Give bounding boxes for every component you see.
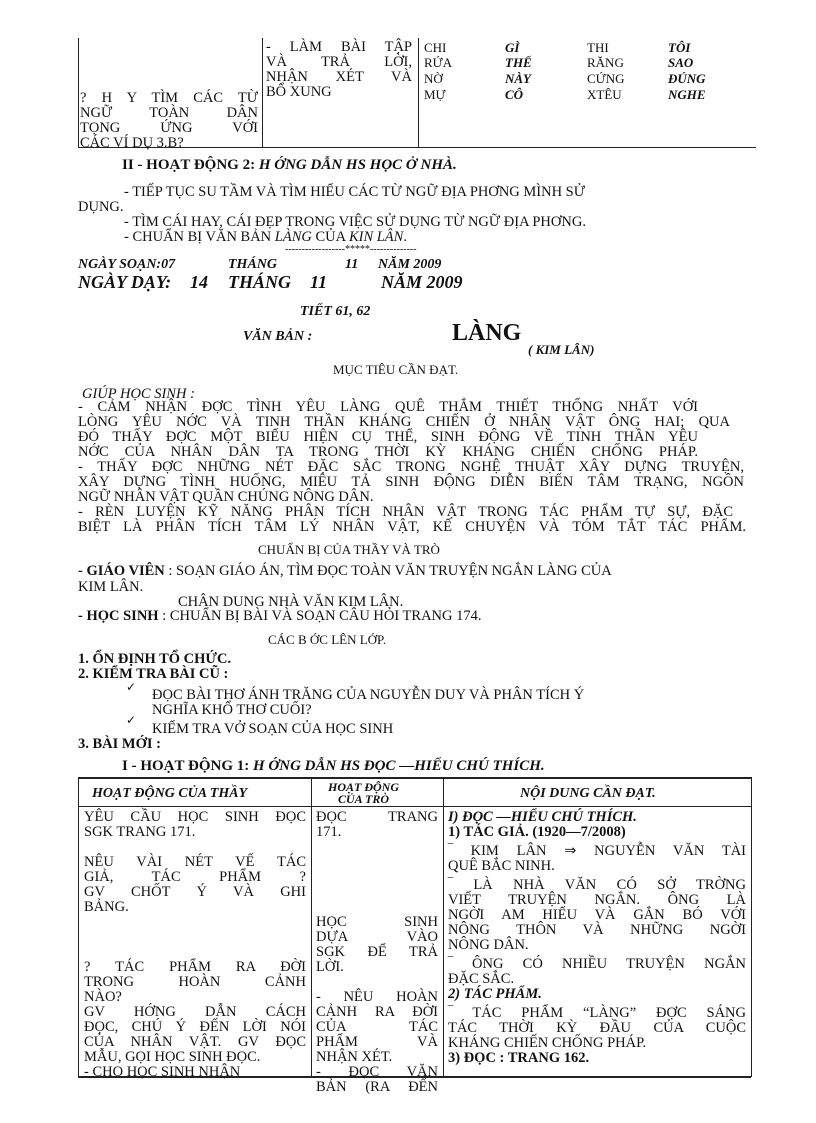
word: NGHE: [668, 87, 706, 102]
text: 14: [190, 272, 208, 292]
column-header: HOẠT ĐỘNG: [328, 780, 399, 794]
cell-line: [84, 915, 306, 930]
text: - CHUẨN BỊ VĂN BẢN: [124, 229, 272, 245]
word: TÔI: [668, 40, 691, 55]
cell-line: NÊU VÀI NÉT VẾ TÁC: [84, 854, 306, 870]
cell-line: ĐỌC TRANG: [316, 809, 438, 825]
text-line: BIỆT LÀ PHÂN TÍCH TÂM LÝ NHÂN VẬT, KỂ CHUYỆN VÀ TÓM TẮT TÁC PHẨM.: [78, 519, 746, 535]
table-border: [78, 777, 79, 1077]
objectives-list: [78, 400, 746, 535]
cell-line: 3) ĐỌC : TRANG 162.: [448, 1050, 590, 1066]
word: RỨA: [424, 55, 453, 70]
cell-line: [316, 900, 438, 915]
cell-line: NHẬN XÉT VÀ: [266, 69, 412, 85]
word: GÌ: [505, 40, 520, 55]
objectives-heading: MỤC TIÊU CẦN ĐẠT.: [333, 362, 459, 377]
van-ban-label: VĂN BẢN :: [243, 329, 313, 344]
word: NỜ: [424, 71, 443, 86]
cell-line: NÀO?: [84, 989, 122, 1005]
word: THẾ: [505, 55, 532, 70]
student-prep: [78, 609, 482, 624]
cell-line: SGK TRANG 171.: [84, 824, 196, 840]
top-table-cell-question: [80, 90, 258, 151]
cell-line: TÁC THỜI KỲ ĐẦU CỦA CUỘC: [448, 1020, 746, 1036]
cell-line: [316, 840, 438, 855]
text-line: - THẤY ĐỢC NHỮNG NÉT ĐẶC SẮC TRONG NGHỆ THUẬT XÂY DỰNG TRUYỆN,: [78, 459, 744, 475]
cell-line: PHẨM VÀ: [316, 1034, 438, 1050]
text: NĂM 2009: [381, 272, 463, 292]
text-line: - CHUẨN BỊ VĂN BẢN LÀNG CỦA KIN LÂN.: [124, 229, 407, 245]
cell-line: GIẢ, TÁC PHẨM ?: [84, 869, 306, 885]
activity2-heading: [122, 158, 457, 173]
cell-line: [84, 840, 306, 855]
cell-line: CÁC VÍ DỤ 3.B?: [80, 135, 184, 151]
cell-line: ? TÁC PHẨM RA ĐỜI: [84, 959, 306, 975]
student-column: [316, 809, 438, 1095]
word: XTÊU: [587, 87, 622, 102]
text: THÁNG: [228, 257, 277, 272]
text-line: LÒNG YÊU NỚC VÀ TINH THẦN KHÁNG CHIẾN Ở NHÂN VẬT ÔNG HAI; QUA: [78, 414, 730, 430]
cell-line: YÊU CẦU HỌC SINH ĐỌC: [84, 809, 306, 825]
word-grid: [424, 40, 754, 104]
cell-line: MẪU, GỌI HỌC SINH ĐỌC.: [84, 1049, 261, 1065]
cell-line: - ĐỌC VĂN: [316, 1064, 438, 1080]
check-icon: ✓: [126, 680, 137, 694]
top-table-cell-student: [266, 40, 412, 100]
work-title: LÀNG: [274, 229, 312, 245]
text-line: ĐỌC BÀI THƠ ÁNH TRĂNG CỦA NGUYỄN DUY VÀ PHÂN TÍCH Ý: [152, 687, 585, 703]
teacher-prep: [78, 564, 612, 579]
table-border: [78, 777, 751, 779]
step-1: 1. ỔN ĐỊNH TỔ CHỨC.: [78, 651, 232, 667]
text-line: NGHĨA KHỔ THƠ CUỐI?: [152, 702, 312, 718]
cell-line: [84, 945, 306, 960]
cell-line: - LÀM BÀI TẬP: [266, 39, 412, 55]
table-border: [751, 777, 752, 1077]
cell-line: CẢNH RA ĐỜI: [316, 1004, 438, 1020]
cell-line: VÀ TRẢ LỜI,: [266, 54, 412, 70]
text: 11: [345, 257, 359, 272]
table-border: [78, 38, 79, 148]
column-header: NỘI DUNG CẦN ĐẠT.: [520, 786, 656, 801]
word: NÀY: [505, 71, 531, 86]
text: NĂM 2009: [378, 257, 442, 272]
cell-line: NGỮ TOÀN DÂN: [80, 105, 258, 121]
label: - GIÁO VIÊN: [78, 563, 165, 579]
teacher-column: [84, 809, 306, 1080]
table-border: [418, 38, 419, 148]
text-line: - RÈN LUYỆN KỸ NĂNG PHÂN TÍCH NHÂN VẬT TRONG TÁC PHẨM TỰ SỰ, ĐẶC: [78, 504, 733, 520]
cell-line: QUÊ BẮC NINH.: [448, 858, 555, 874]
word: CHI: [424, 40, 447, 55]
cell-line: NÔNG THÔN VÀ NHỮNG NGỜI: [448, 922, 746, 938]
author: ( KIM LÂN): [528, 342, 595, 357]
cell-line: SGK ĐỂ TRẢ: [316, 944, 438, 960]
cell-line: ‾ TÁC PHẨM “LÀNG” ĐỢC SÁNG: [448, 1005, 746, 1021]
cell-line: ‾ KIM LÂN ⇒ NGUYỄN VĂN TÀI: [448, 843, 746, 859]
column-header: CỦA TRÒ: [338, 792, 390, 806]
heading-italic: H ỚNG DẪN HS HỌC Ở NHÀ.: [258, 157, 457, 173]
step-3: 3. BÀI MỚI :: [78, 736, 161, 752]
cell-line: HỌC SINH: [316, 914, 438, 930]
cell-line: KHÁNG CHIẾN CHỐNG PHÁP.: [448, 1035, 647, 1051]
date-soan: [78, 257, 442, 272]
cell-line: GV HỚNG DẪN CÁCH: [84, 1004, 306, 1020]
cell-line: [316, 855, 438, 870]
cell-line: ‾ LÀ NHÀ VĂN CÓ SỞ TRỜNG: [448, 877, 746, 893]
cell-line: BẢNG.: [84, 899, 129, 915]
word: RĂNG: [587, 55, 624, 70]
text-line: KIM LÂN.: [78, 579, 144, 595]
cell-line: LỜI.: [316, 959, 344, 975]
cell-line: TRONG HOÀN CẢNH: [84, 974, 306, 990]
table-border: [262, 38, 263, 148]
cell-line: CỦA TÁC: [316, 1019, 438, 1035]
objectives-intro: GIÚP HỌC SINH :: [82, 386, 195, 402]
cell-line: NHẬN XÉT.: [316, 1049, 393, 1065]
date-day: [78, 272, 463, 292]
cell-line: TỌNG ỨNG VỚI: [80, 120, 258, 136]
cell-line: ĐỌC, CHÚ Ý ĐẾN LỜI NÓI: [84, 1019, 306, 1035]
table-border: [78, 806, 751, 807]
text-line: ĐÓ THẤY ĐỢC MỘT BIỂU HIỆN CỤ THỂ, SINH ĐỘNG VỀ TINH THẦN YÊU: [78, 429, 698, 445]
cell-line: NÔNG DÂN.: [448, 937, 529, 953]
preparation-heading: CHUẨN BỊ CỦA THẦY VÀ TRÒ: [258, 542, 440, 557]
cell-line: NGỜI AM HIỂU VÀ GẮN BÓ VỚI: [448, 907, 746, 923]
word: ĐÚNG: [668, 71, 706, 86]
text-line: NỚC CỦA NHÂN DÂN TA TRONG THỜI KỲ KHÁNG CHIẾN CHỐNG PHÁP.: [78, 444, 698, 460]
cell-line: [316, 885, 438, 900]
cell-line: DỰA VÀO: [316, 929, 438, 945]
separator: ------------------*****--------------: [285, 244, 417, 255]
text: 11: [310, 272, 328, 292]
step-2: 2. KIỂM TRA BÀI CŨ :: [78, 666, 229, 682]
cell-line: [84, 930, 306, 945]
cell-line: 171.: [316, 824, 342, 840]
cell-line: - NÊU HOÀN: [316, 989, 438, 1005]
text: : SOẠN GIÁO ÁN, TÌM ĐỌC TOÀN VĂN TRUYỆN NGẮN LÀNG CỦA: [168, 563, 612, 579]
cell-line: 2) TÁC PHẨM.: [448, 986, 542, 1002]
steps-heading: CÁC B ỚC LÊN LỚP.: [268, 632, 387, 647]
cell-line: CỦA NHÂN VẬT. GV ĐỌC: [84, 1034, 306, 1050]
cell-line: GV CHỐT Ý VÀ GHI: [84, 884, 306, 900]
text-line: KIỂM TRA VỞ SOẠN CỦA HỌC SINH: [152, 721, 394, 737]
cell-line: [316, 870, 438, 885]
text-line: - TIẾP TỤC SU TẦM VÀ TÌM HIỂU CÁC TỪ NGỮ ĐỊA PHƠNG MÌNH SỬ: [124, 184, 585, 200]
cell-line: ĐẶC SẮC.: [448, 971, 515, 987]
cell-line: BẢN (RA ĐẾN: [316, 1079, 438, 1095]
cell-line: - CHO HỌC SINH NHẬN: [84, 1064, 241, 1080]
word: CÔ: [505, 87, 524, 102]
text-line: NGỮ NHÂN VẬT QUẦN CHÚNG NÔNG DÂN.: [78, 489, 374, 505]
activity1-heading: [122, 759, 545, 774]
author: KIN LÂN: [348, 229, 404, 245]
text: NGÀY DẠY:: [78, 272, 172, 292]
tiet: TIẾT 61, 62: [300, 304, 371, 319]
cell-line: ‾ ÔNG CÓ NHIỀU TRUYỆN NGẮN: [448, 956, 746, 972]
word: MỰ: [424, 87, 446, 102]
cell-line: BỔ XUNG: [266, 84, 332, 100]
cell-line: [316, 975, 438, 990]
word: THI: [587, 40, 609, 55]
text-line: DỤNG.: [78, 199, 124, 215]
table-border: [311, 777, 312, 1077]
lesson-title: LÀNG: [452, 320, 522, 346]
heading-italic: H ỚNG DẪN HS ĐỌC —HIỂU CHÚ THÍCH.: [252, 758, 545, 774]
text-line: - CẢM NHẬN ĐỢC TÌNH YÊU LÀNG QUÊ THẮM THIẾT THỐNG NHẤT VỚI: [78, 399, 698, 415]
text-line: XÂY DỰNG TÌNH HUỐNG, MIÊU TẢ SINH ĐỘNG DIỄN BIẾN TÂM TRẠNG, NGÔN: [78, 474, 744, 490]
cell-line: 1) TÁC GIẢ. (1920—7/2008): [448, 824, 626, 840]
table-border: [443, 777, 444, 1077]
content-column: [448, 810, 746, 1076]
text: CỦA: [315, 229, 346, 245]
check-icon: ✓: [126, 713, 137, 727]
cell-line: ? H Y TÌM CÁC TỪ: [80, 90, 258, 106]
word: CỨNG: [587, 71, 625, 86]
column-header: HOẠT ĐỘNG CỦA THẦY: [92, 786, 248, 801]
text: THÁNG: [228, 272, 291, 292]
heading-bold: I - HOẠT ĐỘNG 1:: [122, 758, 250, 774]
cell-line: I) ĐỌC —HIỂU CHÚ THÍCH.: [448, 809, 637, 825]
label: - HỌC SINH: [78, 608, 159, 624]
text-line: - TÌM CÁI HAY, CÁI ĐẸP TRONG VIỆC SỬ DỤNG TỪ NGỮ ĐỊA PHƠNG.: [124, 214, 586, 230]
cell-line: VIẾT TRUYỆN NGẮN. ÔNG LÀ: [448, 892, 746, 908]
text-line: CHÂN DUNG NHÀ VĂN KIM LÂN.: [178, 594, 404, 610]
word: SAO: [668, 55, 694, 70]
heading-bold: II - HOẠT ĐỘNG 2:: [122, 157, 256, 173]
text: NGÀY SOẠN:07: [78, 257, 176, 272]
text: : CHUẨN BỊ BÀI VÀ SOẠN CÂU HỎI TRANG 174.: [162, 608, 482, 624]
